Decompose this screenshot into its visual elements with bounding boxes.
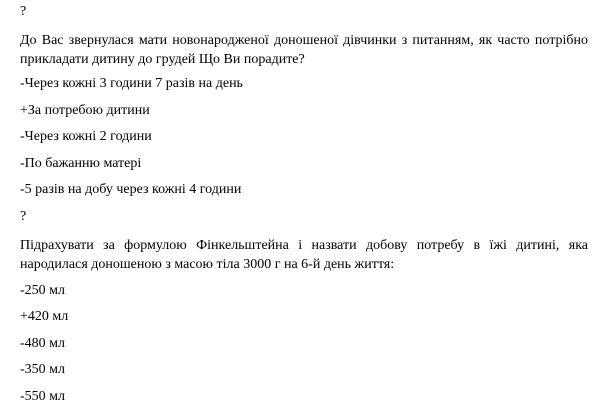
question-marker: ? (20, 209, 27, 224)
question-marker: ? (20, 4, 27, 19)
question-text: До Вас звернулася мати новонародженої доношеної дівчинки з питанням, як часто потрібно прикладати дитину до грудей Що Ви порадите? (20, 33, 588, 67)
answer-option: -550 мл (20, 389, 66, 404)
answer-option-correct: +420 мл (20, 309, 69, 324)
question-text: Підрахувати за формулою Фінкельштейна і назвати добову потребу в їжі дитині, яка народилася доношеною з масою тіла 3000 г на 6-й день життя: (20, 238, 588, 272)
answer-option: -5 разів на добу через кожні 4 години (20, 182, 242, 197)
answer-option: -480 мл (20, 336, 66, 351)
answer-option: -Через кожні 2 години (20, 129, 152, 144)
answer-option: -Через кожні 3 години 7 разів на день (20, 76, 243, 91)
answer-option: -По бажанню матері (20, 156, 142, 171)
answer-option-correct: +За потребою дитини (20, 103, 150, 118)
answer-option: -250 мл (20, 283, 66, 298)
answer-option: -350 мл (20, 362, 66, 377)
